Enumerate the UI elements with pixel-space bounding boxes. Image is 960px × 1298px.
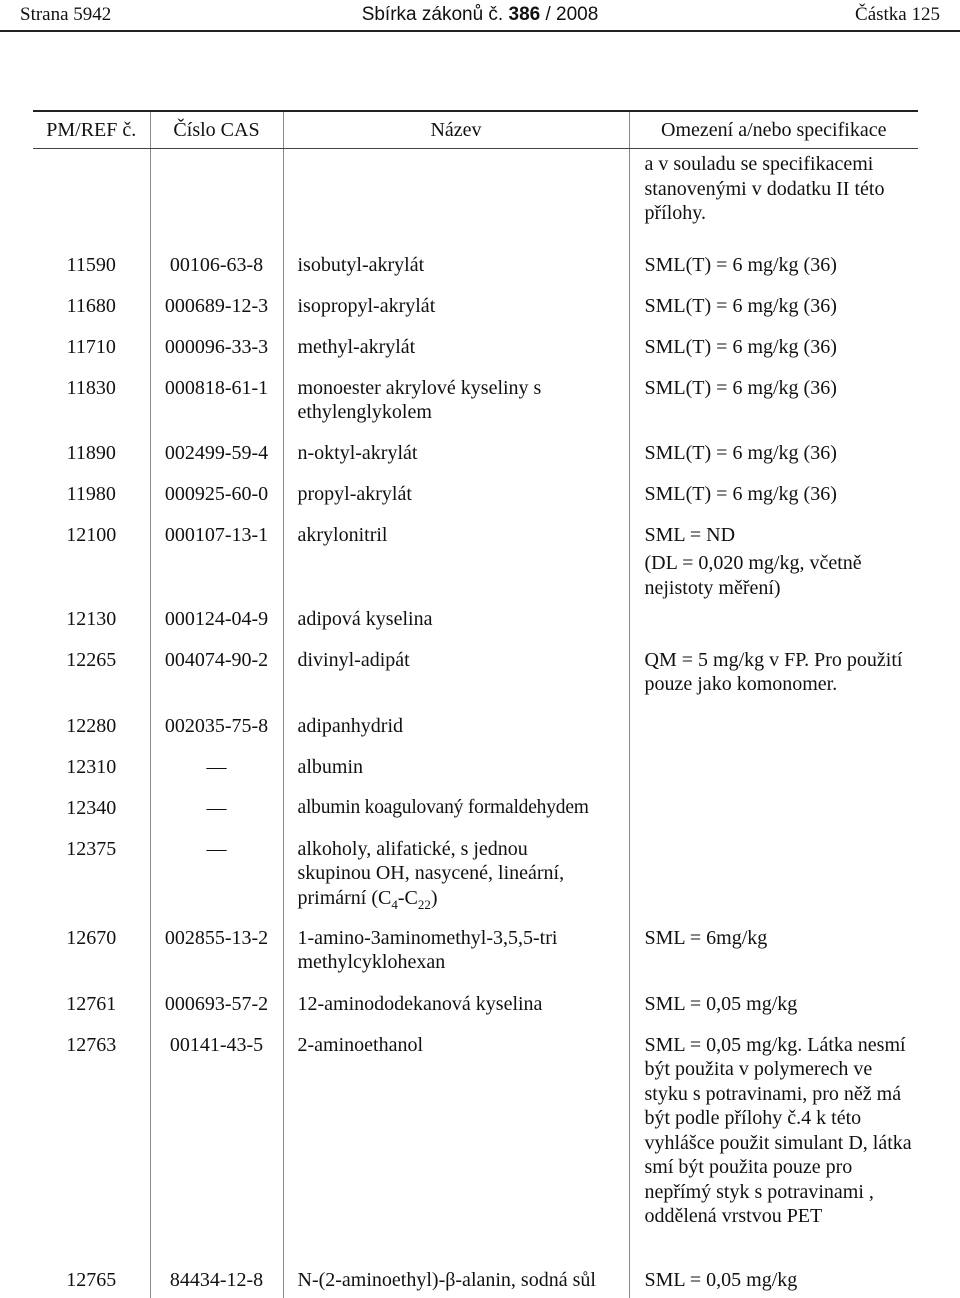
collection-title [0,4,960,26]
page-header [0,0,960,32]
ref-cell: 12375 [66,837,117,860]
name-cell: adipová kyselina [283,607,629,648]
cas-cell: 000925-60-0 [150,482,283,523]
name-cell: propyl-akrylát [283,482,629,523]
cas-cell: 84434-12-8 [150,1268,283,1298]
column-header-ref: PM/REF č. [33,111,150,149]
cas-cell: 00141-43-5 [150,1033,283,1268]
ref-cell: 12280 [66,714,117,737]
ref-cell: 12100 [66,523,117,546]
table-row [33,992,918,1033]
table-row [33,796,918,837]
name-cell: methyl-akrylát [283,335,629,376]
cas-cell: 002035-75-8 [150,714,283,755]
table-row [33,294,918,335]
table-row [33,376,918,441]
spec-cell [629,523,918,607]
cas-cell: 000693-57-2 [150,992,283,1033]
name-subscript: 4 [391,896,398,912]
name-text-end: ) [430,886,438,909]
name-cell: albumin koagulovaný formaldehydem [283,796,629,837]
spec-cell [629,755,918,796]
table-row [33,714,918,755]
cas-cell: 00106-63-8 [150,253,283,294]
ref-cell: 11980 [66,482,116,505]
cas-cell: — [150,755,283,796]
table-row [33,1033,918,1268]
ref-cell: 11830 [66,376,116,399]
substance-table [33,110,918,1298]
name-cell: divinyl-adipát [283,648,629,714]
ref-cell: 12265 [66,648,117,671]
ref-cell: 11590 [66,253,116,276]
name-cell [283,149,629,253]
spec-note: (DL = 0,020 mg/kg, včetně nejistoty měření) [644,552,862,599]
name-cell: n-oktyl-akrylát [283,441,629,482]
ref-cell: 12310 [66,755,117,778]
column-header-spec: Omezení a/nebo specifikace [629,111,918,149]
name-text: 1-amino-3aminomethyl-3,5,5-trimethylcyklohexan [297,926,558,973]
spec-line: SML = ND [644,523,736,546]
table-row [33,335,918,376]
cas-cell: 000689-12-3 [150,294,283,335]
table-row [33,648,918,714]
ref-cell: 12130 [66,607,117,630]
spec-cell: SML(T) = 6 mg/kg (36) [629,335,918,376]
cas-cell: 000096-33-3 [150,335,283,376]
name-cell: albumin [283,755,629,796]
spec-cell: SML(T) = 6 mg/kg (36) [629,253,918,294]
spec-cell [629,796,918,837]
cas-cell: 002499-59-4 [150,441,283,482]
spec-cell [629,837,918,926]
table-row [33,441,918,482]
column-header-cas: Číslo CAS [150,111,283,149]
spec-cell: SML(T) = 6 mg/kg (36) [629,376,918,441]
spec-cell: SML = 0,05 mg/kg [629,1268,918,1298]
name-cell: isopropyl-akrylát [283,294,629,335]
ref-cell [33,149,150,253]
table-row [33,926,918,992]
name-cell: akrylonitril [283,523,629,607]
name-cell [283,837,629,926]
cas-cell: 000107-13-1 [150,523,283,607]
cas-cell: — [150,796,283,837]
part-number: Částka 125 [855,4,940,25]
table-row [33,253,918,294]
name-subscript: 22 [417,896,431,912]
column-header-name: Název [283,111,629,149]
ref-cell: 12763 [66,1033,117,1056]
ref-cell: 12765 [66,1268,117,1291]
cas-cell: 004074-90-2 [150,648,283,714]
spec-cell [629,607,918,648]
name-cell: isobutyl-akrylát [283,253,629,294]
spec-cell [629,714,918,755]
ref-cell: 12761 [66,992,117,1015]
spec-cell: SML = 0,05 mg/kg. Látka nesmí být použita v polymerech ve styku s potravinami, pro něž má být podle přílohy č.4 k této vyhlášce použit simulant D, látka smí být použita pouze pro nepřímý styk s potravinami , oddělená vrstvou PET [629,1033,918,1268]
name-cell: N-(2-aminoethyl)-β-alanin, sodná sůl [283,1268,629,1298]
spec-cell: SML(T) = 6 mg/kg (36) [629,482,918,523]
spec-cell: SML(T) = 6 mg/kg (36) [629,294,918,335]
spec-cell: SML = 0,05 mg/kg [629,992,918,1033]
cas-cell [150,149,283,253]
name-cell: 12-aminododekanová kyselina [283,992,629,1033]
page-number: Strana 5942 [20,4,112,25]
ref-cell: 12670 [66,926,117,949]
cas-cell: 000124-04-9 [150,607,283,648]
name-cell: monoester akrylové kyseliny s ethylenglykolem [283,376,629,441]
table-header-row [33,111,918,149]
table-row [33,837,918,926]
ref-cell: 11680 [66,294,116,317]
ref-cell: 12340 [66,796,117,819]
spec-cell: SML(T) = 6 mg/kg (36) [629,441,918,482]
table-row [33,755,918,796]
cas-cell: — [150,837,283,926]
table-row [33,523,918,607]
cas-cell: 000818-61-1 [150,376,283,441]
ref-cell: 11890 [66,441,116,464]
table-row [33,482,918,523]
name-cell [283,926,629,992]
name-text: alkoholy, alifatické, s jednou skupinou OH, nasycené, lineární, primární (C [297,837,565,909]
collection-prefix: Sbírka zákonů č. [361,4,504,25]
table-row [33,607,918,648]
spec-cell: SML = 6mg/kg [629,926,918,992]
spec-cell: a v souladu se specifikacemi stanovenými v dodatku II této přílohy. [629,149,918,253]
ref-cell: 11710 [66,335,116,358]
collection-year: / 2008 [545,4,599,25]
collection-number: 386 [508,4,541,25]
name-cell: adipanhydrid [283,714,629,755]
spec-cell: QM = 5 mg/kg v FP. Pro použití pouze jako komonomer. [629,648,918,714]
name-cell: 2-aminoethanol [283,1033,629,1268]
table-row [33,149,918,253]
table-row [33,1268,918,1298]
name-text-mid: -C [397,886,418,909]
cas-cell: 002855-13-2 [150,926,283,992]
